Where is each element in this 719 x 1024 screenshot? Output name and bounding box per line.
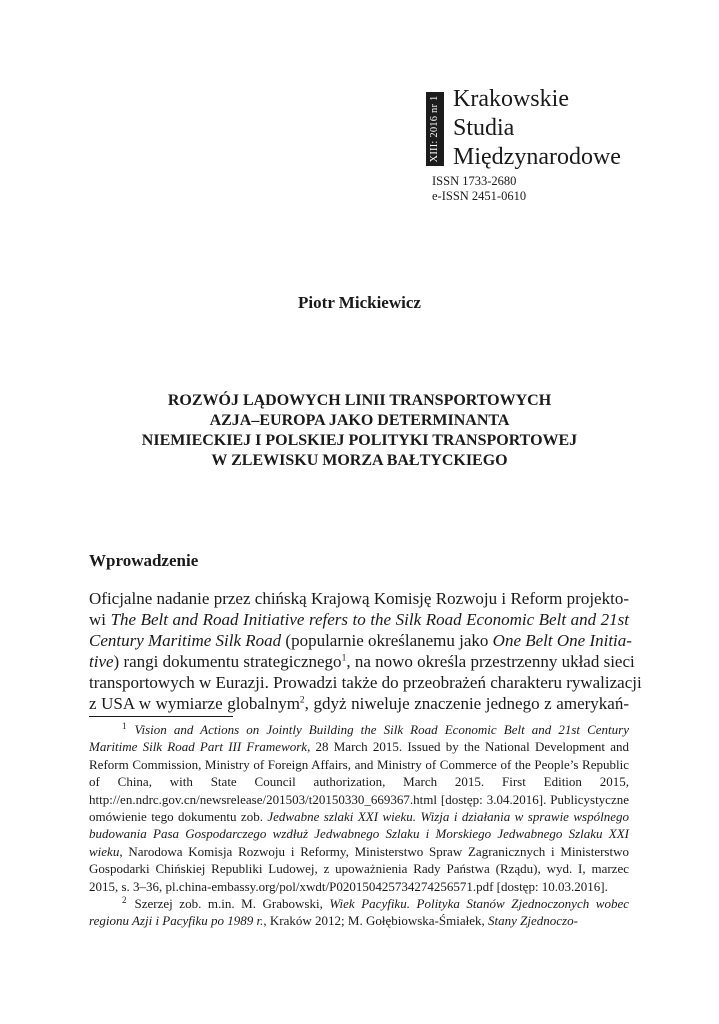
body-line-2 [89,609,629,630]
article-title-line-1: ROZWÓJ LĄDOWYCH LINII TRANSPORTOWYCH [167,392,552,409]
footnote-italic-span: Wiek Pacyfiku. Polityka Stanów Zjednoczonych wobec regionu Azji i Pacyfiku po 1989 r. [89,896,629,929]
body-line-1 [89,588,629,609]
body-line-4 [89,651,635,672]
body-line-3 [89,630,632,651]
article-title [110,391,609,471]
article-author: Piotr Mickiewicz [298,293,421,312]
footnote-1 [89,721,629,895]
body-text-span: Oficjalne nadanie przez chińską Krajową Komisję Rozwoju i Reform projekto- [89,589,629,608]
journal-volume-label: XIII: 2016 nr 1 [429,95,440,163]
footnote-ref-1[interactable]: 1 [341,653,347,664]
footnote-italic-span: Stany Zjednoczo- [488,913,578,929]
footnote-italic-span: Jedwabne szlaki XXI wieku. Wizja i działania w sprawie wspólnego budowania Pasa Gospodarczego wzdłuż Jedwabnego Szlaku i Morskiego Jedwabnego Szlaku XXI wieku [89,809,629,859]
article-title-line-3: NIEMIECKIEJ I POLSKIEJ POLITYKI TRANSPORTOWEJ [141,432,578,449]
footnote-text-span: , Kraków 2012; M. Gołębiowska-Śmiałek, [263,913,488,929]
section-heading: Wprowadzenie [89,551,199,570]
footnote-ref-2[interactable]: 2 [299,695,305,706]
footnote-2-mark: 2 [122,894,127,905]
body-text-span: , gdyż niweluje znaczenie jednego z amerykań- [304,694,629,713]
journal-title-line-2: Studia [453,115,515,141]
footnote-text-span: Szerzej zob. m.in. M. Grabowski, [134,896,330,912]
body-italic-span: The Belt and Road Initiative refers to the Silk Road Economic Belt and 21st [110,610,630,629]
footnote-2 [89,895,629,930]
body-text-span: z USA w wymiarze globalnym [89,694,300,713]
body-paragraph [89,588,642,714]
footnote-italic-span: Vision and Actions on Jointly Building the Silk Road Economic Belt and 21st Century Maritime Silk Road Part III Framework [89,722,629,755]
footnote-text-span: , Narodowa Komisja Rozwoju i Reformy, Ministerstwo Spraw Zagranicznych i Ministerstwo Gospodarki Chińskiej Republiki Ludowej, z upoważnienia Rady Państwa (Rządu), wyd. I, marzec 2015, s. 3–36, pl.china-embassy.org/pol/xwdt/P020150425734274256571.pdf [dostęp: 10.03.2016]. [89,843,629,894]
journal-title-line-3: Międzynarodowe [453,144,621,170]
journal-title-line-1: Krakowskie [453,86,569,112]
footnotes [89,721,629,930]
footnote-1-mark: 1 [122,720,127,731]
body-italic-span: One Belt One Initia- [492,631,632,650]
body-italic-span: Century Maritime Silk Road [89,631,282,650]
body-text-span: wi [89,610,111,629]
body-text-span: , na nowo określa przestrzenny układ sieci [346,652,635,671]
body-line-6 [89,693,629,714]
body-text-span: (popularnie określanemu jako [281,631,493,650]
body-line-5 [89,672,642,693]
issn-online: e-ISSN 2451-0610 [432,189,527,203]
article-title-line-4: W ZLEWISKU MORZA BAŁTYCKIEGO [211,452,508,469]
article-title-line-2: AZJA–EUROPA JAKO DETERMINANTA [209,412,510,429]
issn-print: ISSN 1733-2680 [432,174,517,188]
body-italic-span: tive [89,652,114,671]
footnote-separator [89,716,233,717]
footnote-text-span: , 28 March 2015. Issued by the National Development and Reform Commission, Ministry of Foreign Affairs, and Ministry of Commerce of the People’s Republic of China, with State Council authorization, March 2015. First Edition 2015, http://en.ndrc.gov.cn/newsrelease/201503/t20150330_669367.html [dostęp: 3.04.2016]. Publicystyczne omówienie tego dokumentu zob. [89,739,629,825]
body-text-span: ) rangi dokumentu strategicznego [113,652,342,671]
body-text-span: transportowych w Eurazji. Prowadzi także do przeobrażeń charakteru rywalizacji [89,673,642,692]
